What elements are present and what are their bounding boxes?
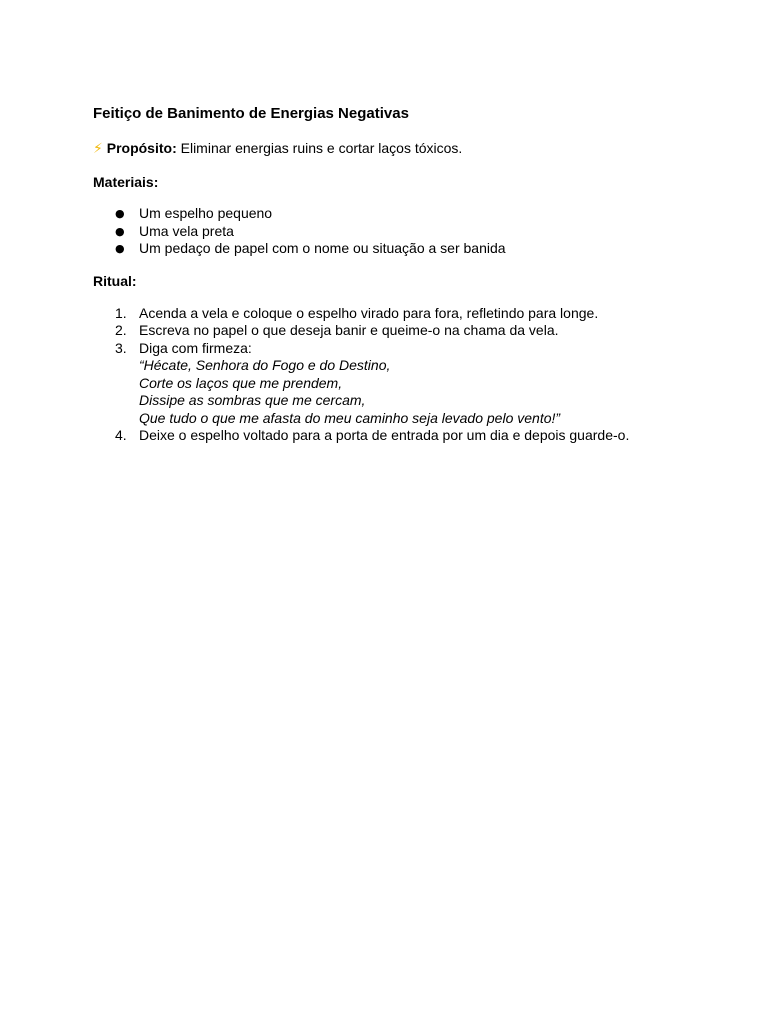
step-text: Acenda a vela e coloque o espelho virado para fora, refletindo para longe. [139, 304, 599, 321]
materials-list [93, 205, 713, 258]
invocation-line: Corte os laços que me prendem, [139, 374, 343, 391]
list-item [93, 205, 713, 223]
step-text: Escreva no papel o que deseja banir e queime-o na chama da vela. [139, 322, 559, 338]
step-number: 1. [115, 304, 127, 321]
list-item [93, 322, 713, 340]
invocation-line: Dissipe as sombras que me cercam, [139, 392, 366, 408]
material-text: Uma vela preta [139, 222, 234, 239]
invocation-line: Que tudo o que me afasta do meu caminho seja levado pelo vento!” [139, 409, 561, 426]
list-item [93, 427, 713, 445]
ritual-heading: Ritual: [93, 272, 137, 289]
step-text: Deixe o espelho voltado para a porta de entrada por um dia e depois guarde-o. [139, 427, 630, 443]
document-title: Feitiço de Banimento de Energias Negativas [93, 105, 409, 122]
list-item [93, 305, 713, 323]
bullet-icon: ● [115, 207, 125, 220]
invocation-quote [139, 357, 713, 427]
material-text: Um espelho pequeno [139, 205, 273, 221]
list-item [93, 223, 713, 241]
step-number: 2. [115, 322, 127, 338]
purpose-text: Eliminar energias ruins e cortar laços tóxicos. [176, 140, 463, 156]
document-page [93, 104, 713, 445]
list-item [93, 340, 713, 428]
purpose-label: Propósito: [106, 140, 177, 156]
bullet-icon: ● [115, 242, 125, 255]
materials-heading: Materiais: [93, 174, 159, 190]
step-number: 3. [115, 339, 127, 356]
ritual-steps-list [93, 305, 713, 445]
lightning-bolt-icon: ⚡ [93, 141, 103, 157]
bullet-icon: ● [115, 224, 125, 238]
invocation-line: “Hécate, Senhora do Fogo e do Destino, [139, 357, 391, 373]
step-text: Diga com firmeza: [139, 339, 252, 356]
step-number: 4. [115, 427, 127, 443]
purpose-line [93, 139, 713, 158]
list-item [93, 240, 713, 258]
material-text: Um pedaço de papel com o nome ou situação a ser banida [139, 240, 506, 256]
